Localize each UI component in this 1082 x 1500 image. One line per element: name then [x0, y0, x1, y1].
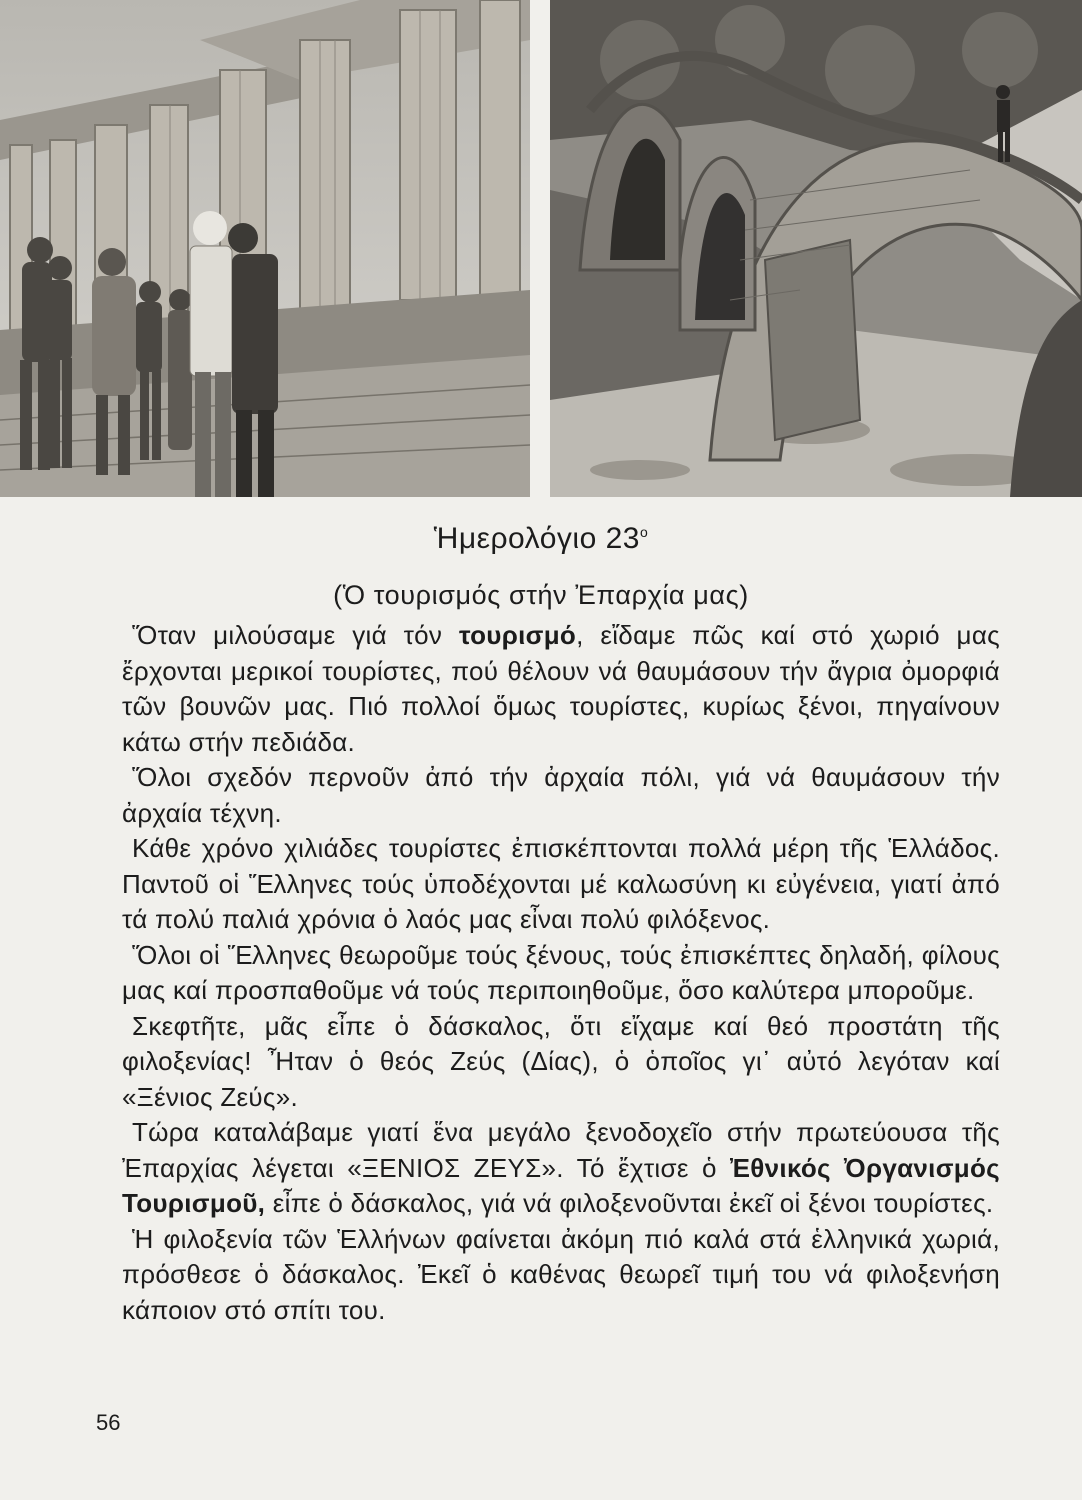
page-subtitle: (Ὁ τουρισμός στήν Ἐπαρχία μας)	[333, 580, 749, 610]
paragraph-6-start: Τώρα καταλάβαμε γιατί ἕνα μεγάλο ξενοδοχεῖο στήν πρωτεύουσα τῆς Ἐπαρχίας λέγεται «ΞΕΝΙΟΣ ΖΕΥΣ». Τό ἔχτισε ὁ	[122, 1117, 1000, 1183]
photo-stone-bridge	[550, 0, 1082, 497]
body-text	[122, 618, 1000, 1328]
paragraph-1	[122, 618, 1000, 760]
paragraph-2: Ὅλοι σχεδόν περνοῦν ἀπό τήν ἀρχαία πόλι, γιά νά θαυμάσουν τήν ἀρχαία τέχνη.	[122, 762, 1000, 828]
paragraph-5: Σκεφτῆτε, μᾶς εἶπε ὁ δάσκαλος, ὅτι εἴχαμε καί θεό προστάτη τῆς φιλοξενίας! Ἦταν ὁ θεός Ζεύς (Δίας), ὁ ὁποῖος γι᾽ αὐτό λεγόταν καί «Ξένιος Ζεύς».	[122, 1010, 1000, 1112]
title-text: Ἡμερολόγιο 23	[433, 522, 640, 555]
paragraph-7: Ἡ φιλοξενία τῶν Ἑλλήνων φαίνεται ἀκόμη πιό καλά στά ἑλληνικά χωριά, πρόσθεσε ὁ δάσκαλος. Ἐκεῖ ὁ καθένας θεωρεῖ τιμή του νά φιλοξενήση κάποιον στό σπίτι του.	[122, 1223, 1000, 1325]
page-number: 56	[96, 1410, 121, 1435]
title-superscript: ο	[639, 524, 649, 540]
paragraph-1-start: Ὅταν μιλούσαμε γιά τόν	[132, 620, 459, 650]
photo-temple-tourists	[0, 0, 530, 497]
paragraph-6	[122, 1115, 1000, 1222]
paragraph-3: Κάθε χρόνο χιλιάδες τουρίστες ἐπισκέπτονται πολλά μέρη τῆς Ἑλλάδος. Παντοῦ οἱ Ἕλληνες τούς ὑποδέχονται μέ καλωσύνη κι εὐγένεια, γιατί ἀπό τά πολύ παλιά χρόνια ὁ λαός μας εἶναι πολύ φιλόξενος.	[122, 833, 1000, 934]
temple-image	[0, 0, 530, 497]
term-tourism: τουρισμό	[458, 620, 577, 650]
paragraph-6-end: εἶπε ὁ δάσκαλος, γιά νά φιλοξενοῦνται ἐκεῖ οἱ ξένοι τουρίστες.	[265, 1188, 994, 1218]
paragraph-1-end: , εἴδαμε πῶς καί στό χωριό μας ἔρχονται μερικοί τουρίστες, πού θέλουν νά θαυμάσουν τήν ἄγρια ὀμορφιά τῶν βουνῶν μας. Πιό πολλοί ὅμως τουρίστες, κυρίως ξένοι, πηγαίνουν κάτω στήν πεδιάδα.	[122, 620, 1000, 757]
paragraph-4: Ὅλοι οἱ Ἕλληνες θεωροῦμε τούς ξένους, τούς ἐπισκέπτες δηλαδή, φίλους μας καί προσπαθοῦμε νά τούς περιποιηθοῦμε, ὅσο καλύτερα μποροῦμε.	[122, 939, 1000, 1005]
bridge-image	[550, 0, 1082, 497]
term-national-tourism-organisation: Ἐθνικός Ὀργανισμός Τουρισμοῦ,	[122, 1152, 1000, 1218]
page-title	[0, 522, 1082, 556]
